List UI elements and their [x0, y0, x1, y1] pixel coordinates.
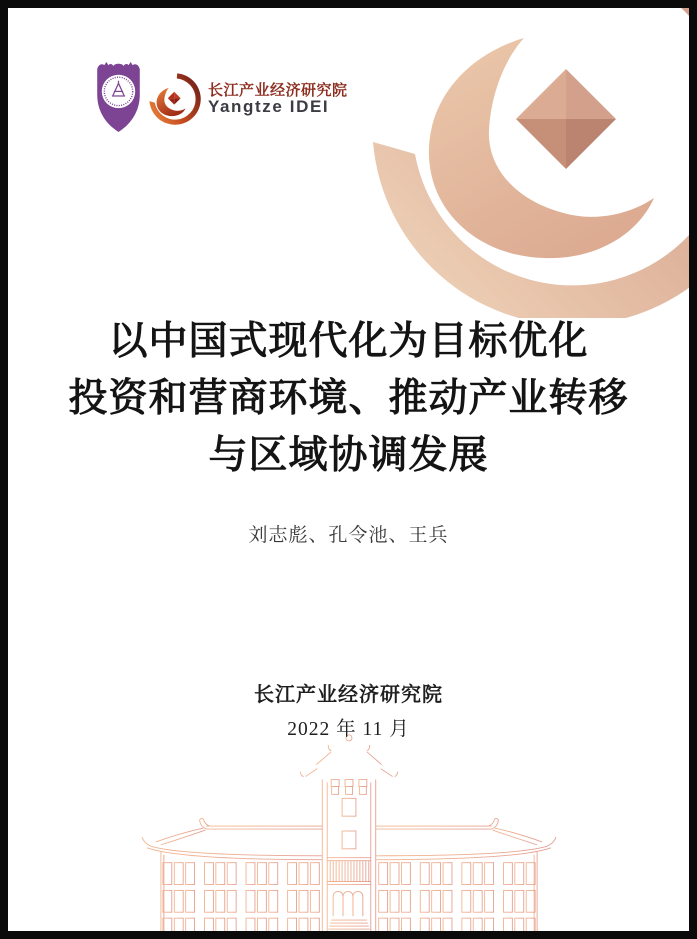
authors-line: 刘志彪、孔令池、王兵 [248, 525, 449, 546]
logo-diamond [168, 91, 181, 104]
nanjing-university-crest-icon [95, 60, 142, 135]
org-name-cn: 长江产业经济研究院 [208, 81, 348, 99]
report-title-line-3: 与区域协调发展 [208, 434, 489, 477]
left-wing [142, 818, 322, 931]
report-title-line-2: 投资和营商环境、推动产业转移 [68, 377, 629, 420]
right-wing [375, 818, 555, 931]
watermark-diamond [516, 69, 616, 169]
org-name-en: Yangtze IDEI [208, 97, 330, 117]
institution-name: 长江产业经济研究院 [254, 684, 443, 706]
report-title-line-1: 以中国式现代化为目标优化 [108, 320, 589, 363]
org-name-block [208, 83, 348, 117]
yangtze-idei-logo-icon [148, 72, 202, 126]
building-line-art [109, 733, 589, 931]
footer-block [8, 678, 689, 741]
report-title [8, 313, 689, 484]
publication-date: 2022 年 11 月 [287, 719, 410, 740]
idei-watermark-icon [359, 8, 689, 318]
header-logos [95, 60, 348, 135]
